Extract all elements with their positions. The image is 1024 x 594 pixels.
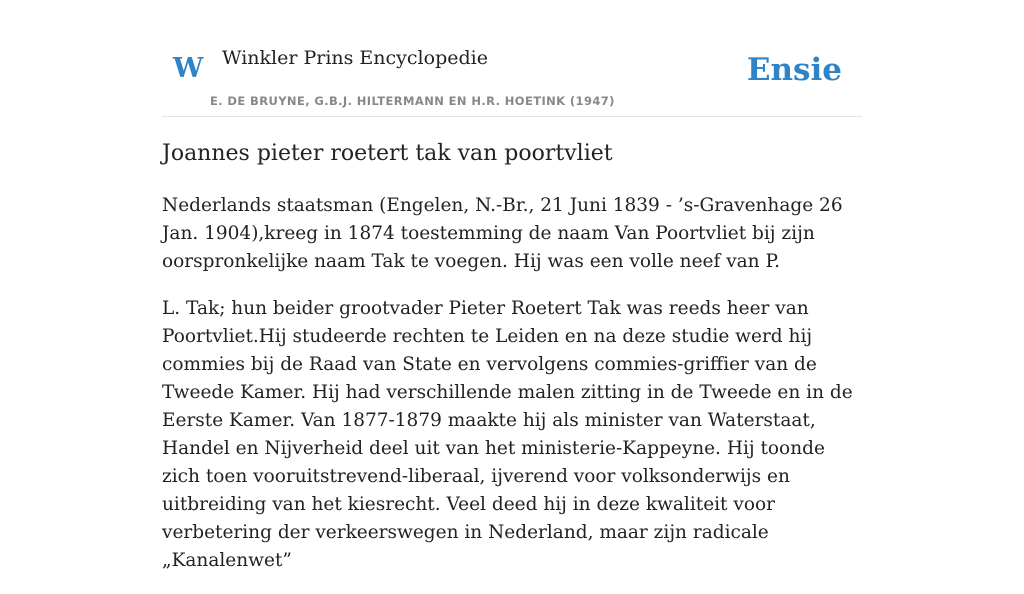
source-header <box>162 0 862 117</box>
source-authors: E. DE BRUYNE, G.B.J. HILTERMANN EN H.R. HOETINK (1947) <box>210 94 615 108</box>
source-logo-icon[interactable]: W <box>173 53 204 84</box>
page <box>162 0 862 571</box>
article-paragraph: L. Tak; hun beider grootvader Pieter Roetert Tak was reeds heer van Poortvliet.Hij studeerde rechten te Leiden en na deze studie werd hij commies bij de Raad van State en vervolgens commies-griffier van de Tweede Kamer. Hij had verschillende malen zitting in de Tweede en in de Eerste Kamer. Van 1877-1879 maakte hij als minister van Waterstaat, Handel en Nijverheid deel uit van het ministerie-Kappeyne. Hij toonde zich toen vooruitstrevend-liberaal, ijverend voor volksonderwijs en uitbreiding van het kiesrecht. Veel deed hij in deze kwaliteit voor verbetering der verkeerswegen in Nederland, maar zijn radicale „Kanalenwet” <box>162 298 853 571</box>
article-paragraph: Nederlands staatsman (Engelen, N.-Br., 21 Juni 1839 - ’s-Gravenhage 26 Jan. 1904),kreeg in 1874 toestemming de naam Van Poortvliet bij zijn oorspronkelijke naam Tak te voegen. Hij was een volle neef van P. <box>162 195 843 272</box>
ensie-brand-logo[interactable]: Ensie <box>746 52 842 88</box>
article-body <box>162 192 862 594</box>
article-title: Joannes pieter roetert tak van poortvliet <box>162 141 613 166</box>
source-title[interactable]: Winkler Prins Encyclopedie <box>222 47 488 69</box>
